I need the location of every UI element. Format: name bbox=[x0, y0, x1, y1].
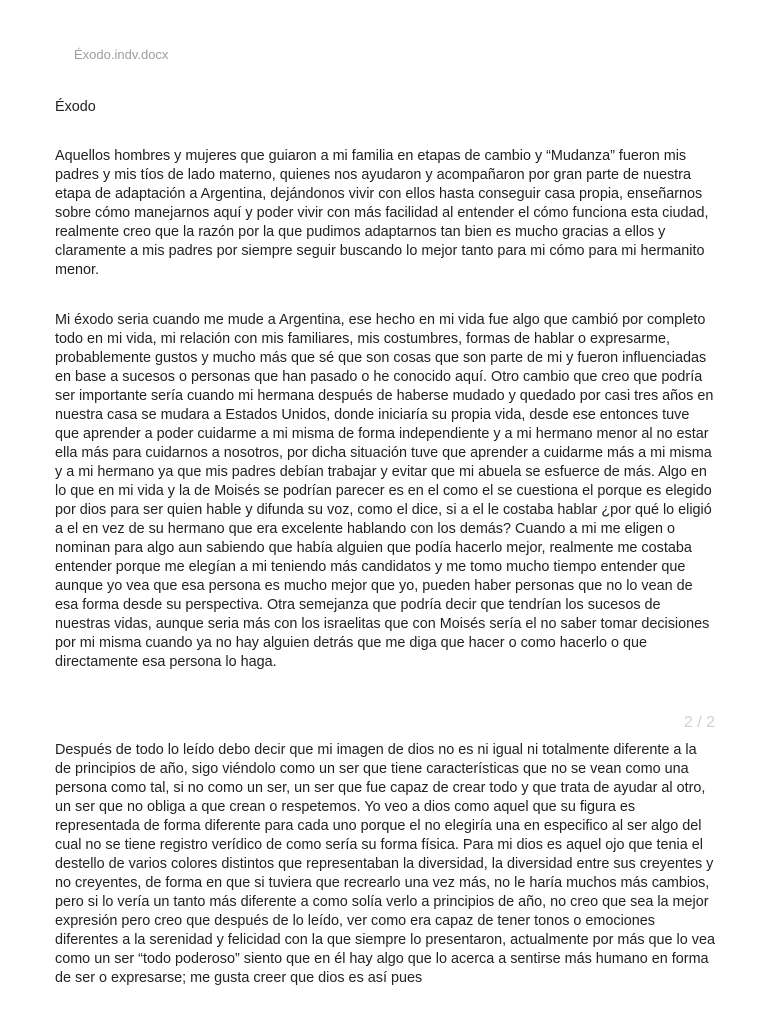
bottom-fade-overlay bbox=[0, 988, 768, 1024]
page-indicator: 2 / 2 bbox=[683, 714, 715, 731]
document-page-2 bbox=[55, 741, 715, 994]
paragraph: Mi éxodo seria cuando me mude a Argentina, ese hecho en mi vida fue algo que cambió por completo todo en mi vida, mi relación con mis familiares, mis costumbres, formas de hablar o expresarme, probablemente gustos y mucho más que sé que son cosas que son parte de mi y fueron influenciadas en base a sucesos o personas que han pasado o he conocido aquí. Otro cambio que creo que podría ser importante sería cuando mi hermana después de haberse mudado y quedado por casi tres años en nuestra casa se mudara a Estados Unidos, donde iniciaría su propia vida, desde ese entonces tuve que aprender a poder cuidarme a mi misma de forma independiente y a mi hermano menor al no estar ella más para cuidarnos a nosotros, por dicha situación tuve que aprender a cuidarme más a mi misma y a mi hermano ya que mis padres debían trabajar y evitar que mi abuela se esfuerce de más. Algo en lo que en mi vida y la de Moisés se podrían parecer es en el como el se cuestiona el porque es elegido por dios para ser quien hable y difunda su voz, como el dice, si a el le costaba hablar ¿por qué lo eligió a el en vez de su hermano que era excelente hablando con los demás? Cuando a mi me eligen o nominan para algo aun sabiendo que había alguien que podía hacerlo mejor, realmente me costaba entender porque me elegían a mi teniendo más candidatos y me tomo mucho tiempo entender que aunque yo vea que esa persona es mucho mejor que yo, pueden haber personas que no lo vean de esa forma desde su perspectiva. Otra semejanza que podría decir que tendrían los sucesos de nuestras vidas, aunque seria más con los israelitas que con Moisés sería el no saber tomar decisiones por mi misma cuando ya no hay alguien detrás que me diga que hacer o como hacerlo o que directamente esa persona lo haga. bbox=[55, 312, 714, 670]
document-filename: Éxodo.indv.docx bbox=[74, 47, 169, 62]
paragraph: Después de todo lo leído debo decir que mi imagen de dios no es ni igual ni totalmente diferente a la de principios de año, sigo viéndolo como un ser que tiene características que no se vean como una persona como tal, si no como un ser, un ser que fue capaz de crear todo y que trata de ayudar al otro, un ser que no obliga a que crean o respetemos. Yo veo a dios como aquel que su figura es representada de forma diferente para cada uno porque el no elegiría una en especifico al ser algo del cual no se tiene registro verídico de como sería su forma física. Para mi dios es aquel ojo que tenia el destello de varios colores distintos que representaban la diversidad, la diversidad entre sus creyentes y no creyentes, de forma en que si tuviera que recrearlo una vez más, no le haría muchos más cambios, pero si lo vería un tanto más diferente a como solía verlo a principios de año, no creo que sea la mejor expresión pero creo que después de lo leído, ver como era capaz de tener tonos o emociones diferentes a la serenidad y felicidad con la que siempre lo presentaron, actualmente por más que lo vea como un ser “todo poderoso” siento que en él hay algo que lo acerca a sentirse más humano en forma de ser o expresarse; me gusta creer que dios es así pues bbox=[55, 742, 715, 986]
document-page-1 bbox=[55, 98, 715, 703]
document-title: Éxodo bbox=[55, 99, 96, 115]
paragraph: Aquellos hombres y mujeres que guiaron a mi familia en etapas de cambio y “Mudanza” fueron mis padres y mis tíos de lado materno, quienes nos ayudaron y acompañaron por gran parte de nuestra etapa de adaptación a Argentina, dejándonos vivir con ellos hasta conseguir casa propia, enseñarnos sobre cómo manejarnos aquí y poder vivir con más facilidad al entender el cómo funciona esta ciudad, realmente creo que la razón por la que pudimos adaptarnos tan bien es mucho gracias a ellos y claramente a mis padres por siempre seguir buscando lo mejor tanto para mi cómo para mi hermanito menor. bbox=[55, 148, 709, 278]
